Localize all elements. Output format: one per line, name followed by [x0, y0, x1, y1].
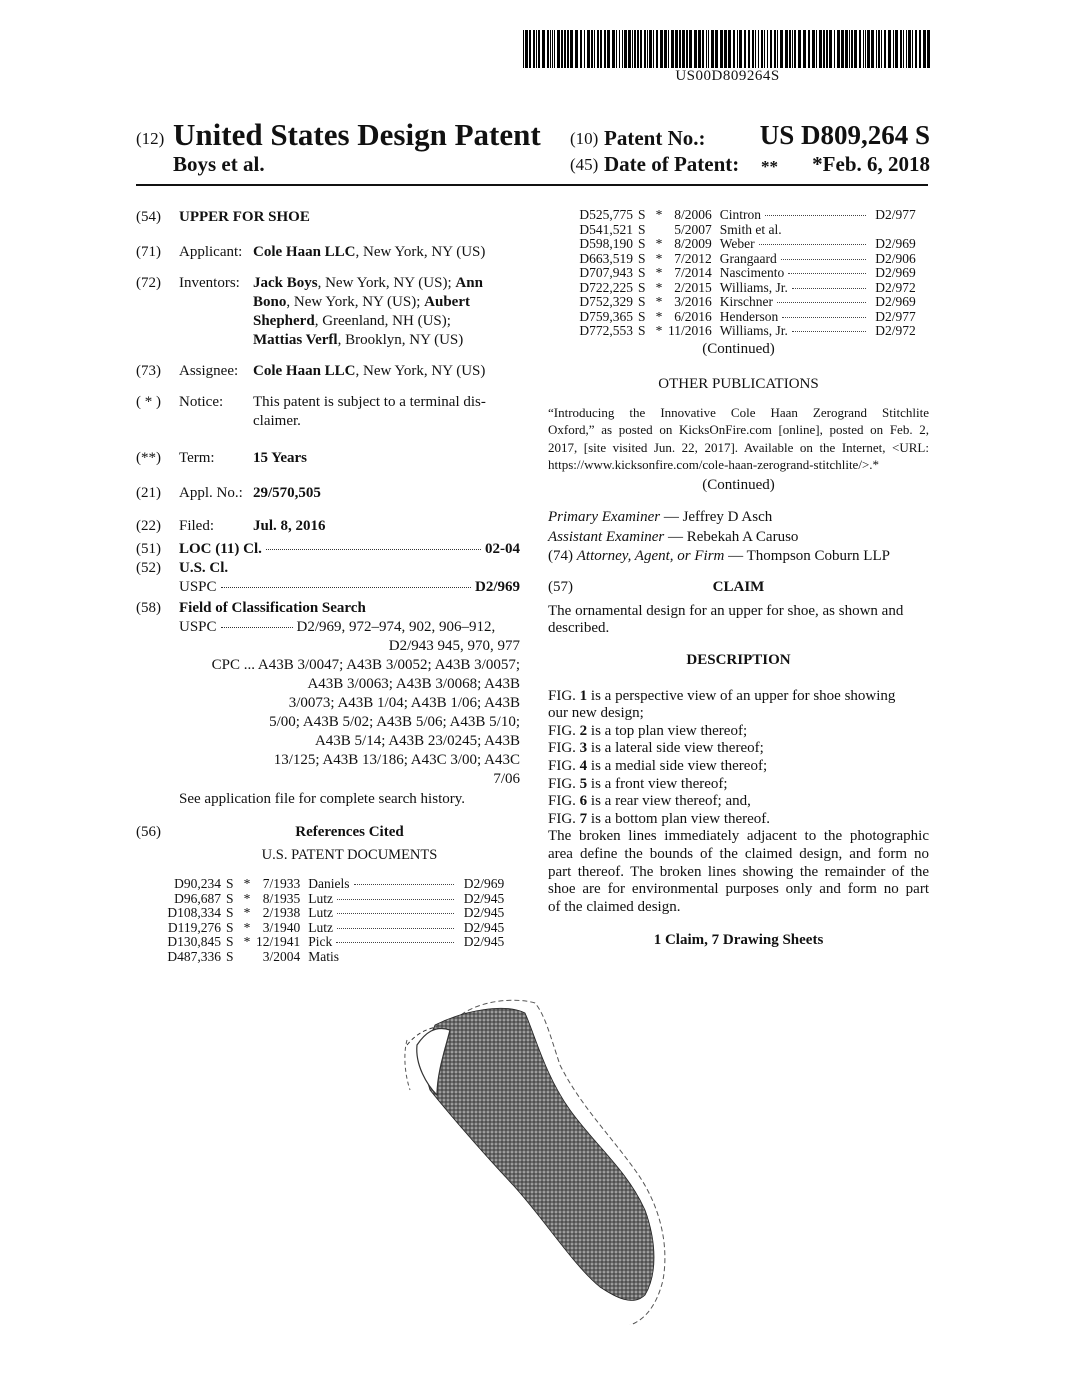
barcode-bar: [884, 30, 886, 68]
barcode-bar: [881, 30, 882, 68]
filed-field: (22) Filed: Jul. 8, 2016: [136, 517, 520, 536]
barcode-bar: [851, 30, 853, 68]
barcode-bar: [653, 30, 654, 68]
barcode-bar: [895, 30, 898, 68]
figure-line: FIG. 5 is a front view thereof;: [548, 775, 728, 792]
filed-date: Jul. 8, 2016: [253, 518, 326, 534]
barcode-bar: [580, 30, 582, 68]
barcode-bar: [689, 30, 692, 68]
barcode-bar: [570, 30, 573, 68]
barcode-bar: [927, 30, 930, 68]
shoe-upper-drawing: [395, 995, 695, 1325]
inventors-list: [253, 274, 520, 350]
cpc-line: 5/00; A43B 5/02; A43B 5/06; A43B 5/10;: [269, 714, 520, 730]
assistant-examiner: Assistant Examiner — Rebekah A Caruso: [548, 528, 799, 545]
references-cited: (56) References Cited U.S. PATENT DOCUMENTS D90,234 S * 7/1933 Daniels D2/969 D96,687 S * 8/1935 Lutz D2/945 D108,334 S * 2/1938 Lutz D2/945 D119,276 S * 3/1940 Lutz D2/945 D130,845 S * 12/1941 Pick D2/945 D487,336 S 3/2004 Matis: [136, 824, 505, 964]
barcode-bar: [878, 30, 880, 68]
description-line: The broken lines immediately adjacent to the photographic: [548, 828, 929, 845]
barcode-bar: [550, 30, 551, 68]
kind-code-12: (12): [136, 129, 165, 148]
header-rule: [136, 184, 928, 186]
barcode-bar: [834, 30, 835, 68]
barcode-bar: [529, 30, 531, 68]
patent-no-label: Patent No.:: [604, 126, 706, 150]
publication-line: 2017, [site visited Jun. 22, 2017]. Available on the Internet, <URL:: [548, 439, 929, 455]
barcode-bar: [564, 30, 566, 68]
patent-number: US D809,264 S: [759, 120, 930, 150]
claim-heading-row: (57) CLAIM: [548, 578, 765, 595]
barcode-bar: [764, 30, 765, 68]
figure-line: FIG. 1 is a perspective view of an upper for shoe showing: [548, 687, 896, 704]
barcode-bar: [694, 30, 697, 68]
barcode-bar: [908, 30, 911, 68]
barcode-number: US00D809264S: [675, 68, 780, 84]
figure-line: our new design;: [548, 705, 644, 722]
barcode-bar: [557, 30, 560, 68]
description-heading: DESCRIPTION: [686, 651, 791, 668]
inventor-line: Shepherd, Greenland, NH (US);: [253, 313, 451, 329]
reference-row: D772,553 S * 11/2016 Williams, Jr. D2/972: [579, 323, 916, 338]
uscl-field: (52) U.S. Cl. USPC D2/969: [136, 560, 520, 595]
barcode-bar: [770, 30, 772, 68]
reference-row: D119,276 S * 3/1940 Lutz D2/945: [167, 919, 505, 935]
reference-row: D541,521 S 5/2007 Smith et al.: [579, 221, 782, 237]
barcode-bar: [876, 30, 877, 68]
barcode-bar: [542, 30, 545, 68]
figure-descriptions: [548, 688, 929, 829]
barcode-bar: [675, 30, 678, 68]
barcode-bar: [903, 30, 904, 68]
barcode-bar: [533, 30, 535, 68]
attorney: (74) Attorney, Agent, or Firm — Thompson Coburn LLP: [548, 548, 890, 565]
figure-line: FIG. 6 is a rear view thereof; and,: [548, 793, 751, 810]
barcode-bar: [607, 30, 610, 68]
barcode-bar: [584, 30, 585, 68]
barcode-bar: [649, 30, 652, 68]
barcode-bar: [647, 30, 648, 68]
barcode-bar: [640, 30, 642, 68]
cpc-line: A43B 3/0063; A43B 3/0068; A43B: [307, 676, 520, 692]
barcode-bar: [923, 30, 926, 68]
barcode-bar: [679, 30, 681, 68]
barcode-bar: [671, 30, 674, 68]
continued-refs: (Continued): [702, 340, 775, 357]
barcode-bar: [823, 30, 825, 68]
barcode-bar: [644, 30, 646, 68]
barcode-bar: [733, 30, 735, 68]
barcode-bar: [826, 30, 828, 68]
claim-text: The ornamental design for an upper for shoe, as shown and described.: [548, 602, 904, 637]
publication-line: https://www.kicksonfire.com/cole-haan-zerogrand-stitchlite/>.*: [548, 457, 880, 473]
barcode-bar: [758, 30, 759, 68]
assignee-name: Cole Haan LLC: [253, 363, 356, 379]
barcode-bar: [789, 30, 791, 68]
barcode-bar: [915, 30, 917, 68]
patent-date: *Feb. 6, 2018: [812, 152, 930, 176]
barcode-bar: [698, 30, 701, 68]
document-title: United States Design Patent: [173, 117, 541, 152]
inventor-line: Mattias Verfl, Brooklyn, NY (US): [253, 332, 464, 348]
description-line: shoe are for environmental purposes only and form no part: [548, 881, 929, 898]
barcode-bar: [900, 30, 902, 68]
barcode-bar: [794, 30, 796, 68]
reference-row: D707,943 S * 7/2014 Nascimento D2/969: [579, 265, 916, 280]
barcode-bar: [752, 30, 754, 68]
barcode-bar: [536, 30, 537, 68]
barcode-bar: [867, 30, 870, 68]
barcode-bar: [829, 30, 832, 68]
barcode-bar: [739, 30, 742, 68]
barcode-bar: [785, 30, 788, 68]
reference-row: D759,365 S * 6/2016 Henderson D2/977: [579, 308, 916, 324]
barcode-bar: [656, 30, 658, 68]
barcode-bar: [812, 30, 815, 68]
barcode-bar: [777, 30, 778, 68]
date-code: (45): [570, 155, 599, 174]
barcode-bar: [594, 30, 595, 68]
reference-row: D525,775 S * 8/2006 Cintron D2/977: [579, 207, 916, 222]
barcode-bar: [637, 30, 639, 68]
barcode-bar: [888, 30, 891, 68]
primary-examiner: Primary Examiner — Jeffrey D Asch: [548, 509, 773, 526]
barcode-bar: [708, 30, 709, 68]
barcode-bar: [668, 30, 669, 68]
publication-line: “Introducing the Innovative Cole Haan Zerogrand Stitchlite: [548, 404, 929, 420]
barcode-image: [523, 30, 932, 68]
barcode-bar: [523, 30, 524, 68]
appl-number: 29/570,505: [253, 485, 321, 501]
barcode-bar: [624, 30, 627, 68]
barcode-bar: [854, 30, 857, 68]
date-label: Date of Patent:: [604, 152, 740, 176]
barcode-bar: [859, 30, 861, 68]
barcode-bar: [567, 30, 569, 68]
barcode-bar: [912, 30, 913, 68]
term-field: (**) Term: 15 Years: [136, 449, 520, 468]
applicant-name: Cole Haan LLC: [253, 244, 356, 260]
barcode-bar: [893, 30, 894, 68]
description-line: of the claimed design.: [548, 898, 681, 915]
date-marker: **: [761, 157, 778, 176]
barcode-bar: [728, 30, 731, 68]
uscl-value: D2/969: [475, 579, 520, 595]
barcode-bar: [803, 30, 806, 68]
figure-line: FIG. 2 is a top plan view thereof;: [548, 722, 748, 739]
barcode-bar: [720, 30, 723, 68]
barcode-bar: [628, 30, 631, 68]
barcode-bar: [619, 30, 620, 68]
reference-row: D96,687 S * 8/1935 Lutz D2/945: [174, 890, 505, 906]
reference-row: D487,336 S 3/2004 Matis: [167, 948, 340, 964]
barcode-bar: [737, 30, 738, 68]
barcode-bar: [816, 30, 817, 68]
cpc-line: A43B 5/14; A43B 23/0245; A43B: [314, 733, 520, 749]
barcode-bar: [552, 30, 553, 68]
appl-field: (21) Appl. No.: 29/570,505: [136, 484, 520, 503]
publication-line: Oxford,” as posted on KicksOnFire.com [online], posted on Feb. 2,: [548, 422, 929, 438]
cpc-line: 7/06: [493, 771, 520, 787]
barcode-bar: [622, 30, 623, 68]
barcode-bar: [841, 30, 844, 68]
barcode-bar: [865, 30, 866, 68]
barcode-bar: [798, 30, 801, 68]
claims-summary: 1 Claim, 7 Drawing Sheets: [653, 932, 824, 949]
reference-row: D108,334 S * 2/1938 Lutz D2/945: [167, 905, 505, 920]
reference-row: D90,234 S * 7/1933 Daniels D2/969: [174, 876, 505, 891]
reference-row: D722,225 S * 2/2015 Williams, Jr. D2/972: [579, 279, 916, 295]
reference-row: D598,190 S * 8/2009 Weber D2/969: [579, 236, 916, 251]
reference-row: D752,329 S * 3/2016 Kirschner D2/969: [579, 294, 916, 309]
patent-no-code: (10): [570, 129, 599, 148]
other-publications-heading: OTHER PUBLICATIONS: [658, 376, 819, 393]
barcode-bar: [686, 30, 688, 68]
barcode-bar: [597, 30, 599, 68]
assignee-field: (73) Assignee: Cole Haan LLC, New York, NY (US): [136, 363, 486, 379]
barcode-bar: [780, 30, 783, 68]
barcode-bar: [554, 30, 555, 68]
right-column: [548, 208, 929, 950]
invention-title: UPPER FOR SHOE: [179, 209, 310, 225]
figure-line: FIG. 4 is a medial side view thereof;: [548, 757, 768, 774]
barcode-bar: [755, 30, 756, 68]
reference-row: D663,519 S * 7/2012 Grangaard D2/906: [579, 250, 916, 266]
description-line: part thereof. The broken lines showing the remainder of the: [548, 863, 929, 880]
barcode-bar: [561, 30, 563, 68]
barcode-bar: [761, 30, 763, 68]
barcode-bar: [632, 30, 633, 68]
barcode-bar: [634, 30, 636, 68]
barcode-bar: [871, 30, 874, 68]
description-text: [548, 828, 929, 916]
barcode-bar: [706, 30, 707, 68]
barcode-bar: [702, 30, 704, 68]
barcode-bar: [849, 30, 850, 68]
left-column: [136, 208, 520, 964]
barcode-bar: [664, 30, 667, 68]
figure-line: FIG. 3 is a lateral side view thereof;: [548, 740, 764, 757]
barcode-bar: [845, 30, 848, 68]
barcode-bar: [906, 30, 907, 68]
barcode-bar: [819, 30, 822, 68]
term-value: 15 Years: [253, 450, 308, 466]
barcode-bar: [711, 30, 714, 68]
field-search: (58) Field of Classification Search USPC D2/969, 972–974, 902, 906–912, D2/943 945, 970, 977 CPC ... A43B 3/0047; A43B 3/0052; A43B 3/0057; A43B 3/0063; A43B 3/0068; A43B 3/0073; A43B 1/04; A43B 1/06; A43B 5/00; A43B 5/02; A43B 5/06; A43B 5/10; A43B 5/14; A43B 23/0245; A43B 13/125; A43B 13/186; A43C 3/00; A43C 7/06 See application file for complete search history.: [136, 600, 520, 807]
barcode-bar: [863, 30, 864, 68]
cpc-classes: [179, 656, 520, 789]
search-history-note: See application file for complete search history.: [179, 791, 466, 807]
title-field: (54) UPPER FOR SHOE: [136, 208, 520, 227]
barcode-bar: [591, 30, 593, 68]
references-table: [166, 877, 504, 964]
barcode-bar: [660, 30, 663, 68]
barcode-bar: [575, 30, 578, 68]
barcode-bar: [612, 30, 615, 68]
figure-line: FIG. 7 is a bottom plan view thereof.: [548, 810, 771, 827]
inventor-line: Jack Boys, New York, NY (US); Ann: [253, 275, 483, 291]
reference-row: D130,845 S * 12/1941 Pick D2/945: [167, 934, 505, 949]
loc-value: 02-04: [485, 541, 520, 557]
cpc-line: 3/0073; A43B 1/04; A43B 1/06; A43B: [288, 695, 520, 711]
barcode-bar: [616, 30, 617, 68]
barcode-bar: [538, 30, 540, 68]
description-line: area define the bounds of the claimed design, and form no: [548, 845, 929, 862]
barcode-bar: [682, 30, 685, 68]
barcode-bar: [724, 30, 727, 68]
barcode-bar: [919, 30, 921, 68]
inventors-field: (72) Inventors: Jack Boys, New York, NY (US); Ann Bono, New York, NY (US); Aubert Shepherd, Greenland, NH (US); Mattias Verfl, Brooklyn, NY (US): [136, 274, 520, 350]
barcode-bar: [837, 30, 840, 68]
barcode-bar: [600, 30, 602, 68]
inventor-short: Boys et al.: [173, 152, 265, 176]
inventor-line: Bono, New York, NY (US); Aubert: [253, 294, 470, 310]
barcode-bar: [744, 30, 746, 68]
barcode-bar: [767, 30, 768, 68]
barcode-bar: [604, 30, 606, 68]
barcode-bar: [748, 30, 750, 68]
cpc-line: CPC ... A43B 3/0047; A43B 3/0052; A43B 3/0057;: [211, 657, 520, 673]
barcode-bar: [547, 30, 549, 68]
barcode-bar: [808, 30, 810, 68]
references-table-continued: [578, 208, 916, 339]
applicant-field: (71) Applicant: Cole Haan LLC, New York, NY (US): [136, 244, 486, 260]
barcode-bar: [587, 30, 590, 68]
cpc-line: 13/125; A43B 13/186; A43C 3/00; A43C: [273, 752, 520, 768]
notice-field: ( * ) Notice: This patent is subject to a terminal dis- claimer.: [136, 394, 486, 429]
barcode-bar: [774, 30, 776, 68]
other-publications: [548, 404, 929, 474]
barcode-bar: [715, 30, 718, 68]
continued-pubs: (Continued): [702, 476, 775, 493]
loc-field: (51) LOC (11) Cl. 02-04: [136, 541, 520, 557]
barcode-bar: [525, 30, 528, 68]
barcode-bar: [792, 30, 793, 68]
